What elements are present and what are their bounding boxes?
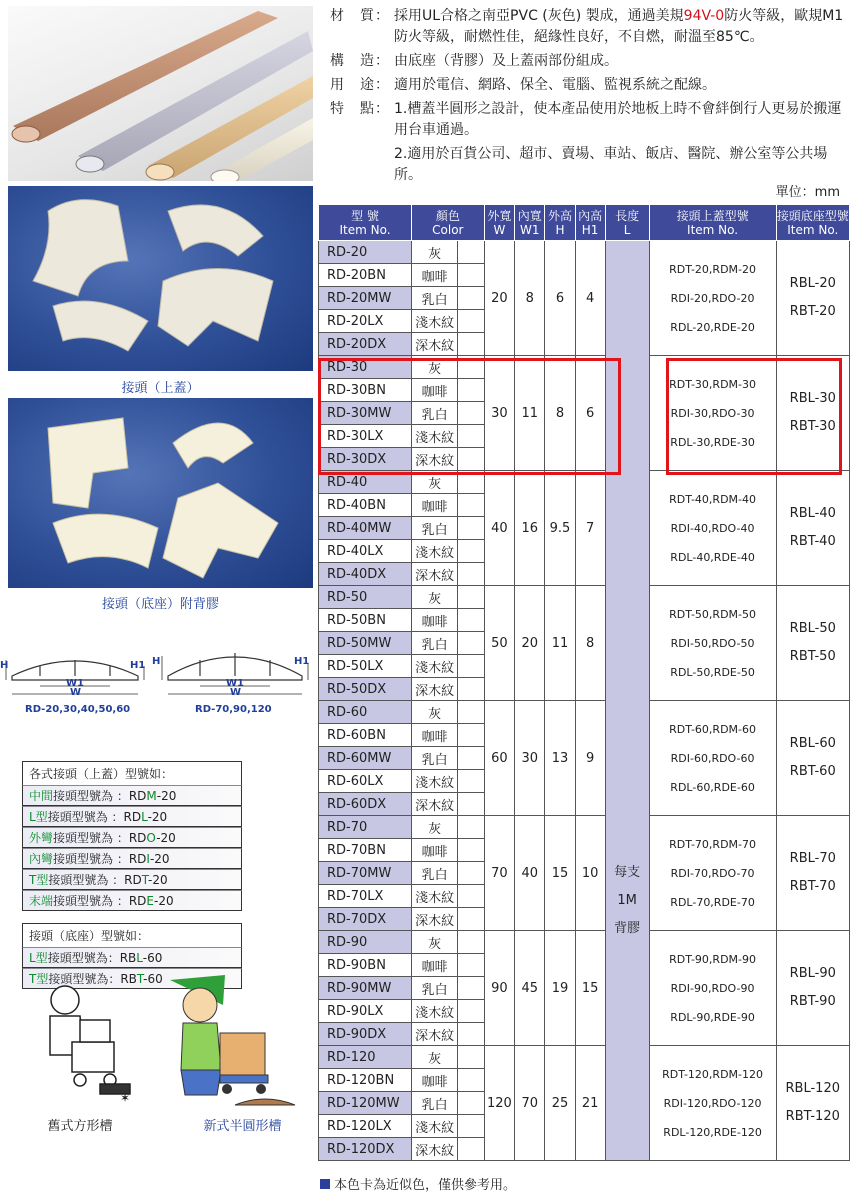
spec-value: 2.適用於百貨公司、超市、賣場、車站、飯店、醫院、辦公室等公共場所。 bbox=[394, 146, 828, 183]
footnote-text: 本色卡為近似色，僅供參考用。 bbox=[334, 1178, 517, 1193]
naming-base-heading: 接頭（底座）型號如： bbox=[22, 923, 242, 947]
spec-structure bbox=[330, 51, 845, 72]
color-swatch bbox=[458, 770, 484, 793]
dim-h1: 7 bbox=[575, 471, 605, 586]
top-joint-models: RDT-20,RDM-20 RDI-20,RDO-20 RDL-20,RDE-20 bbox=[649, 241, 776, 356]
color-swatch bbox=[458, 1069, 484, 1092]
item-number: RD-20DX bbox=[319, 333, 412, 356]
item-number: RD-50BN bbox=[319, 609, 412, 632]
color-swatch bbox=[458, 931, 484, 954]
dim-h: 25 bbox=[545, 1046, 575, 1161]
dim-h: 6 bbox=[545, 241, 575, 356]
dim-w1: 20 bbox=[515, 586, 545, 701]
color-name: 淺木紋 bbox=[412, 310, 458, 333]
color-swatch bbox=[458, 1092, 484, 1115]
item-number: RD-60BN bbox=[319, 724, 412, 747]
color-name: 咖啡 bbox=[412, 1069, 458, 1092]
dim-h1-large: H1 bbox=[294, 656, 310, 667]
color-swatch bbox=[458, 1046, 484, 1069]
color-name: 灰 bbox=[412, 356, 458, 379]
dim-h: 8 bbox=[545, 356, 575, 471]
color-swatch bbox=[458, 494, 484, 517]
header-w1: 內寬 W1 bbox=[515, 205, 545, 241]
dim-w: 70 bbox=[484, 816, 515, 931]
dim-w1: 40 bbox=[515, 816, 545, 931]
color-swatch bbox=[458, 816, 484, 839]
color-swatch bbox=[458, 839, 484, 862]
base-joint-models: RBL-30 RBT-30 bbox=[776, 356, 849, 471]
color-swatch bbox=[458, 586, 484, 609]
color-swatch bbox=[458, 609, 484, 632]
item-number: RD-120 bbox=[319, 1046, 412, 1069]
highlight-rd30-right bbox=[666, 358, 842, 475]
item-number: RD-30DX bbox=[319, 448, 412, 471]
header-w: 外寬 W bbox=[484, 205, 515, 241]
naming-row: 內彎接頭型號為 ：RDI-20 bbox=[22, 848, 242, 869]
item-number: RD-70LX bbox=[319, 885, 412, 908]
caption-top-joints: 接頭（上蓋） bbox=[121, 381, 200, 396]
top-joint-models: RDT-50,RDM-50 RDI-50,RDO-50 RDL-50,RDE-50 bbox=[649, 586, 776, 701]
base-joint-models: RBL-20 RBT-20 bbox=[776, 241, 849, 356]
color-name: 咖啡 bbox=[412, 379, 458, 402]
item-number: RD-60 bbox=[319, 701, 412, 724]
dim-h1: 4 bbox=[575, 241, 605, 356]
table-row bbox=[319, 1046, 850, 1069]
square-bullet-icon bbox=[320, 1179, 330, 1189]
color-name: 深木紋 bbox=[412, 793, 458, 816]
item-number: RD-30LX bbox=[319, 425, 412, 448]
highlight-rd30-left bbox=[318, 358, 621, 475]
color-swatch bbox=[458, 724, 484, 747]
caption-base-joints: 接頭（底座）附背膠 bbox=[101, 597, 219, 612]
item-number: RD-50 bbox=[319, 586, 412, 609]
product-photo-raceways bbox=[8, 6, 313, 181]
dim-w-small: W bbox=[70, 687, 82, 698]
color-name: 乳白 bbox=[412, 862, 458, 885]
header-length: 長度 L bbox=[605, 205, 649, 241]
naming-row: L型接頭型號為 ：RDL-20 bbox=[22, 806, 242, 827]
dim-w1: 8 bbox=[515, 241, 545, 356]
color-name: 咖啡 bbox=[412, 264, 458, 287]
spec-key bbox=[330, 144, 394, 186]
header-h1: 內高 H1 bbox=[575, 205, 605, 241]
header-color: 顏色 Color bbox=[412, 205, 485, 241]
item-number: RD-70MW bbox=[319, 862, 412, 885]
color-name: 咖啡 bbox=[412, 609, 458, 632]
color-swatch bbox=[458, 241, 484, 264]
spec-features bbox=[330, 99, 845, 141]
dim-h: 19 bbox=[545, 931, 575, 1046]
color-name: 深木紋 bbox=[412, 1138, 458, 1161]
dim-h1: 6 bbox=[575, 356, 605, 471]
caption-new-style: 新式半圓形槽 bbox=[203, 1119, 282, 1134]
spec-key: 材 質： bbox=[330, 8, 390, 24]
color-name: 深木紋 bbox=[412, 563, 458, 586]
top-joint-models: RDT-120,RDM-120 RDI-120,RDO-120 RDL-120,RDE-120 bbox=[649, 1046, 776, 1161]
color-name: 深木紋 bbox=[412, 1023, 458, 1046]
base-joint-models: RBL-120 RBT-120 bbox=[776, 1046, 849, 1161]
dim-h-large: H bbox=[152, 656, 161, 667]
dim-w1: 11 bbox=[515, 356, 545, 471]
base-joint-models: RBL-50 RBT-50 bbox=[776, 586, 849, 701]
new-style-illustration bbox=[165, 975, 300, 1110]
item-number: RD-50DX bbox=[319, 678, 412, 701]
dim-w: 40 bbox=[484, 471, 515, 586]
item-number: RD-30BN bbox=[319, 379, 412, 402]
dim-w: 120 bbox=[484, 1046, 515, 1161]
item-number: RD-120MW bbox=[319, 1092, 412, 1115]
color-swatch bbox=[458, 701, 484, 724]
color-swatch bbox=[458, 310, 484, 333]
caption-old-style: 舊式方形槽 bbox=[47, 1119, 113, 1134]
dim-w1: 70 bbox=[515, 1046, 545, 1161]
dim-w1-small: W1 bbox=[66, 678, 84, 689]
color-swatch bbox=[458, 1000, 484, 1023]
header-item: 型 號 Item No. bbox=[319, 205, 412, 241]
color-swatch bbox=[458, 862, 484, 885]
color-name: 灰 bbox=[412, 701, 458, 724]
dim-h: 13 bbox=[545, 701, 575, 816]
color-name: 灰 bbox=[412, 586, 458, 609]
color-swatch bbox=[458, 793, 484, 816]
color-name: 乳白 bbox=[412, 402, 458, 425]
color-swatch bbox=[458, 747, 484, 770]
color-name: 灰 bbox=[412, 1046, 458, 1069]
cross-section-drawings bbox=[0, 638, 320, 718]
naming-top-heading: 各式接頭（上蓋）型號如： bbox=[22, 761, 242, 785]
item-number: RD-70 bbox=[319, 816, 412, 839]
base-joint-models: RBL-70 RBT-70 bbox=[776, 816, 849, 931]
dim-h1: 8 bbox=[575, 586, 605, 701]
photo-top-joints bbox=[8, 186, 313, 371]
item-number: RD-70BN bbox=[319, 839, 412, 862]
spec-value: 由底座（背膠）及上蓋兩部份組成。 bbox=[394, 53, 618, 69]
item-number: RD-30 bbox=[319, 356, 412, 379]
color-name: 乳白 bbox=[412, 632, 458, 655]
color-name: 灰 bbox=[412, 816, 458, 839]
color-swatch bbox=[458, 977, 484, 1000]
header-base-joint: 接頭底座型號 Item No. bbox=[776, 205, 849, 241]
spec-section bbox=[330, 6, 845, 189]
naming-row: 中間接頭型號為 ：RDM-20 bbox=[22, 785, 242, 806]
color-name: 淺木紋 bbox=[412, 655, 458, 678]
dim-h: 11 bbox=[545, 586, 575, 701]
color-name: 淺木紋 bbox=[412, 1000, 458, 1023]
base-joint-models: RBL-40 RBT-40 bbox=[776, 471, 849, 586]
spec-value: 採用UL合格之南亞PVC (灰色) 製成，通過美規94V-0防火等級，歐規M1防火等級，耐燃性佳，絕緣性良好，不自燃，耐溫至85℃。 bbox=[394, 8, 844, 45]
color-swatch bbox=[458, 678, 484, 701]
color-swatch bbox=[458, 1115, 484, 1138]
naming-row: T型接頭型號為 ：RDT-20 bbox=[22, 869, 242, 890]
dim-w: 90 bbox=[484, 931, 515, 1046]
top-joint-models: RDT-90,RDM-90 RDI-90,RDO-90 RDL-90,RDE-90 bbox=[649, 931, 776, 1046]
item-number: RD-40LX bbox=[319, 540, 412, 563]
item-number: RD-50LX bbox=[319, 655, 412, 678]
color-name: 乳白 bbox=[412, 977, 458, 1000]
spec-key: 構 造： bbox=[330, 53, 390, 69]
item-number: RD-60LX bbox=[319, 770, 412, 793]
color-swatch bbox=[458, 954, 484, 977]
table-row bbox=[319, 931, 850, 954]
color-name: 乳白 bbox=[412, 1092, 458, 1115]
color-swatch bbox=[458, 563, 484, 586]
item-number: RD-120LX bbox=[319, 1115, 412, 1138]
color-name: 深木紋 bbox=[412, 908, 458, 931]
spec-features-2 bbox=[330, 144, 845, 186]
dim-h1: 9 bbox=[575, 701, 605, 816]
naming-row: T型接頭型號為：RBT-60 bbox=[22, 968, 242, 989]
color-name: 咖啡 bbox=[412, 494, 458, 517]
color-name: 咖啡 bbox=[412, 954, 458, 977]
dim-w: 30 bbox=[484, 356, 515, 471]
naming-row: L型接頭型號為：RBL-60 bbox=[22, 947, 242, 968]
photo-base-joints bbox=[8, 398, 313, 588]
base-joint-models: RBL-60 RBT-60 bbox=[776, 701, 849, 816]
spec-key: 特 點： bbox=[330, 101, 390, 117]
dim-h-small: H bbox=[0, 660, 9, 671]
color-name: 深木紋 bbox=[412, 333, 458, 356]
color-name: 深木紋 bbox=[412, 678, 458, 701]
item-number: RD-40MW bbox=[319, 517, 412, 540]
dim-h1-small: H1 bbox=[130, 660, 146, 671]
dim-h: 15 bbox=[545, 816, 575, 931]
color-name: 淺木紋 bbox=[412, 885, 458, 908]
header-h: 外高 H bbox=[545, 205, 575, 241]
color-name: 乳白 bbox=[412, 517, 458, 540]
color-swatch bbox=[458, 885, 484, 908]
spec-material bbox=[330, 6, 845, 48]
item-number: RD-40DX bbox=[319, 563, 412, 586]
color-swatch bbox=[458, 540, 484, 563]
item-number: RD-90MW bbox=[319, 977, 412, 1000]
table-row bbox=[319, 701, 850, 724]
dim-w: 20 bbox=[484, 241, 515, 356]
drawing-label-large: RD-70,90,120 bbox=[195, 704, 272, 715]
color-swatch bbox=[458, 632, 484, 655]
color-name: 深木紋 bbox=[412, 448, 458, 471]
table-row bbox=[319, 816, 850, 839]
color-name: 乳白 bbox=[412, 287, 458, 310]
svg-text:✶: ✶ bbox=[120, 1091, 131, 1105]
item-number: RD-40 bbox=[319, 471, 412, 494]
dim-h: 9.5 bbox=[545, 471, 575, 586]
naming-row: 外彎接頭型號為 ：RDO-20 bbox=[22, 827, 242, 848]
length-cell: 每支 1M 背膠 bbox=[605, 241, 649, 1161]
color-name: 乳白 bbox=[412, 747, 458, 770]
dim-w1: 45 bbox=[515, 931, 545, 1046]
color-name: 淺木紋 bbox=[412, 425, 458, 448]
table-row bbox=[319, 586, 850, 609]
top-joint-models: RDT-60,RDM-60 RDI-60,RDO-60 RDL-60,RDE-60 bbox=[649, 701, 776, 816]
unit-label: 單位：mm bbox=[775, 185, 840, 200]
color-swatch bbox=[458, 264, 484, 287]
color-name: 灰 bbox=[412, 241, 458, 264]
color-name: 淺木紋 bbox=[412, 540, 458, 563]
old-style-illustration bbox=[20, 980, 140, 1110]
item-number: RD-20BN bbox=[319, 264, 412, 287]
footnote bbox=[320, 1174, 516, 1193]
product-spec-table bbox=[318, 204, 850, 1161]
naming-row: 末端接頭型號為 ：RDE-20 bbox=[22, 890, 242, 911]
item-number: RD-40BN bbox=[319, 494, 412, 517]
dim-w: 50 bbox=[484, 586, 515, 701]
table-row bbox=[319, 241, 850, 264]
color-swatch bbox=[458, 1138, 484, 1161]
rating-highlight: 94V-0 bbox=[683, 8, 725, 24]
item-number: RD-90 bbox=[319, 931, 412, 954]
spec-usage bbox=[330, 75, 845, 96]
color-swatch bbox=[458, 908, 484, 931]
drawing-label-small: RD-20,30,40,50,60 bbox=[25, 704, 131, 715]
spec-value: 1.槽蓋半圓形之設計，使本產品使用於地板上時不會絆倒行人更易於搬運用台車通過。 bbox=[394, 101, 842, 138]
color-swatch bbox=[458, 655, 484, 678]
color-swatch bbox=[458, 1023, 484, 1046]
joint-naming-box bbox=[22, 761, 242, 989]
top-joint-models: RDT-30,RDM-30 RDI-30,RDO-30 RDL-30,RDE-30 bbox=[649, 356, 776, 471]
item-number: RD-90LX bbox=[319, 1000, 412, 1023]
dim-w1: 30 bbox=[515, 701, 545, 816]
item-number: RD-70DX bbox=[319, 908, 412, 931]
color-name: 咖啡 bbox=[412, 724, 458, 747]
item-number: RD-60MW bbox=[319, 747, 412, 770]
spec-value: 適用於電信、網路、保全、電腦、監視系統之配線。 bbox=[394, 77, 716, 93]
top-joint-models: RDT-70,RDM-70 RDI-70,RDO-70 RDL-70,RDE-70 bbox=[649, 816, 776, 931]
item-number: RD-90BN bbox=[319, 954, 412, 977]
color-name: 淺木紋 bbox=[412, 770, 458, 793]
color-name: 灰 bbox=[412, 471, 458, 494]
color-name: 灰 bbox=[412, 931, 458, 954]
dim-w: 60 bbox=[484, 701, 515, 816]
color-name: 咖啡 bbox=[412, 839, 458, 862]
item-number: RD-50MW bbox=[319, 632, 412, 655]
item-number: RD-30MW bbox=[319, 402, 412, 425]
item-number: RD-20LX bbox=[319, 310, 412, 333]
dim-h1: 15 bbox=[575, 931, 605, 1046]
top-joint-models: RDT-40,RDM-40 RDI-40,RDO-40 RDL-40,RDE-40 bbox=[649, 471, 776, 586]
base-joint-models: RBL-90 RBT-90 bbox=[776, 931, 849, 1046]
item-number: RD-20 bbox=[319, 241, 412, 264]
color-name: 淺木紋 bbox=[412, 1115, 458, 1138]
color-swatch bbox=[458, 517, 484, 540]
color-swatch bbox=[458, 287, 484, 310]
item-number: RD-20MW bbox=[319, 287, 412, 310]
item-number: RD-60DX bbox=[319, 793, 412, 816]
dim-w-large: W bbox=[230, 687, 242, 698]
dim-w1-large: W1 bbox=[226, 678, 244, 689]
dim-h1: 21 bbox=[575, 1046, 605, 1161]
item-number: RD-120BN bbox=[319, 1069, 412, 1092]
spec-key: 用 途： bbox=[330, 77, 390, 93]
dim-w1: 16 bbox=[515, 471, 545, 586]
dim-h1: 10 bbox=[575, 816, 605, 931]
header-top-joint: 接頭上蓋型號 Item No. bbox=[649, 205, 776, 241]
item-number: RD-90DX bbox=[319, 1023, 412, 1046]
item-number: RD-120DX bbox=[319, 1138, 412, 1161]
color-swatch bbox=[458, 333, 484, 356]
